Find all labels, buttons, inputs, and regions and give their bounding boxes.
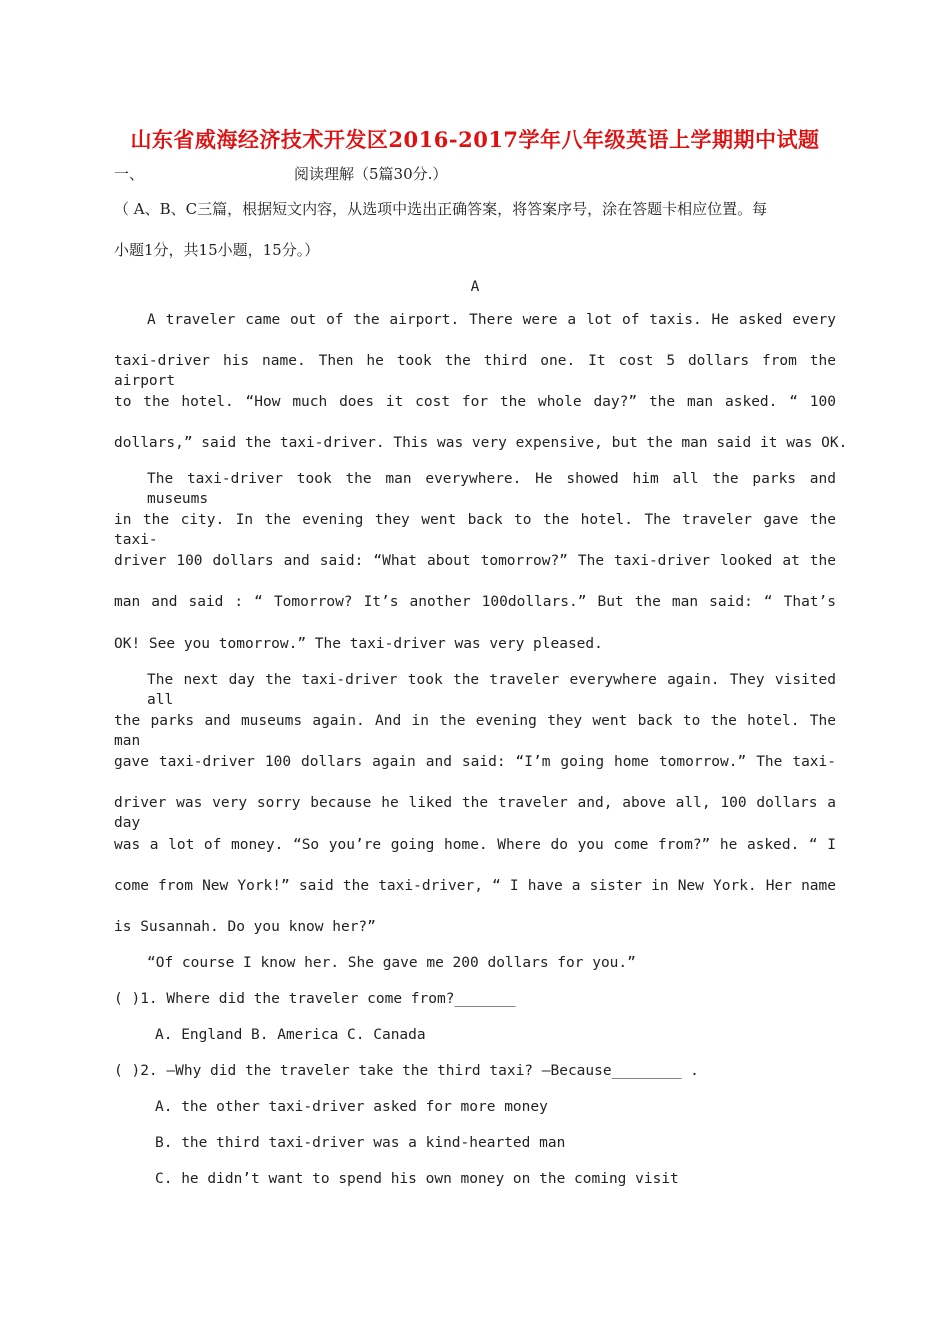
passage-line: gave taxi-driver 100 dollars again and said: “I’m going home tomorrow.” The taxi-	[114, 754, 836, 770]
passage-line: come from New York!” said the taxi-driver, “ I have a sister in New York. Her name	[114, 878, 836, 894]
instructions-line-1: （ A、B、C三篇，根据短文内容，从选项中选出正确答案，将答案序号，涂在答题卡相应位置。每	[114, 200, 768, 218]
passage-line: dollars,” said the taxi-driver. This was very expensive, but the man said it was OK.	[114, 435, 848, 451]
passage-label: A	[470, 279, 480, 295]
section-number: 一、	[114, 165, 145, 183]
question-2-option-c: C. he didn’t want to spend his own money on the coming visit	[155, 1171, 679, 1187]
passage-line: A traveler came out of the airport. There were a lot of taxis. He asked every	[147, 312, 836, 328]
passage-line: driver 100 dollars and said: “What about tomorrow?” The taxi-driver looked at the	[114, 553, 836, 569]
passage-line: is Susannah. Do you know her?”	[114, 919, 376, 935]
passage-line: in the city. In the evening they went back to the hotel. The traveler gave the taxi-	[114, 512, 836, 548]
section-heading-line	[114, 164, 836, 184]
question-1-stem: ( )1. Where did the traveler come from?_______	[114, 991, 516, 1007]
section-heading: 阅读理解（5篇30分.）	[294, 165, 448, 183]
passage-line: taxi-driver his name. Then he took the third one. It cost 5 dollars from the airport	[114, 353, 836, 389]
passage-line: driver was very sorry because he liked the traveler and, above all, 100 dollars a day	[114, 795, 836, 831]
question-2-option-a: A. the other taxi-driver asked for more money	[155, 1099, 548, 1115]
instructions-line-2: 小题1分，共15小题，15分。）	[114, 241, 320, 259]
passage-line: man and said : “ Tomorrow? It’s another 100dollars.” But the man said: “ That’s	[114, 594, 836, 610]
question-2-option-b: B. the third taxi-driver was a kind-hearted man	[155, 1135, 566, 1151]
passage-line: OK! See you tomorrow.” The taxi-driver was very pleased.	[114, 636, 603, 652]
passage-line: to the hotel. “How much does it cost for the whole day?” the man asked. “ 100	[114, 394, 836, 410]
question-2-stem: ( )2. —Why did the traveler take the third taxi? —Because________ .	[114, 1063, 699, 1079]
passage-line: The next day the taxi-driver took the traveler everywhere again. They visited all	[147, 672, 836, 708]
passage-line: the parks and museums again. And in the evening they went back to the hotel. The man	[114, 713, 836, 749]
question-1-options: A. England B. America C. Canada	[155, 1027, 426, 1043]
passage-line: “Of course I know her. She gave me 200 dollars for you.”	[147, 955, 636, 971]
page-title: 山东省威海经济技术开发区2016-2017学年八年级英语上学期期中试题	[130, 127, 820, 152]
passage-line: The taxi-driver took the man everywhere. He showed him all the parks and museums	[147, 471, 836, 507]
passage-line: was a lot of money. “So you’re going home. Where do you come from?” he asked. “ I	[114, 837, 836, 853]
